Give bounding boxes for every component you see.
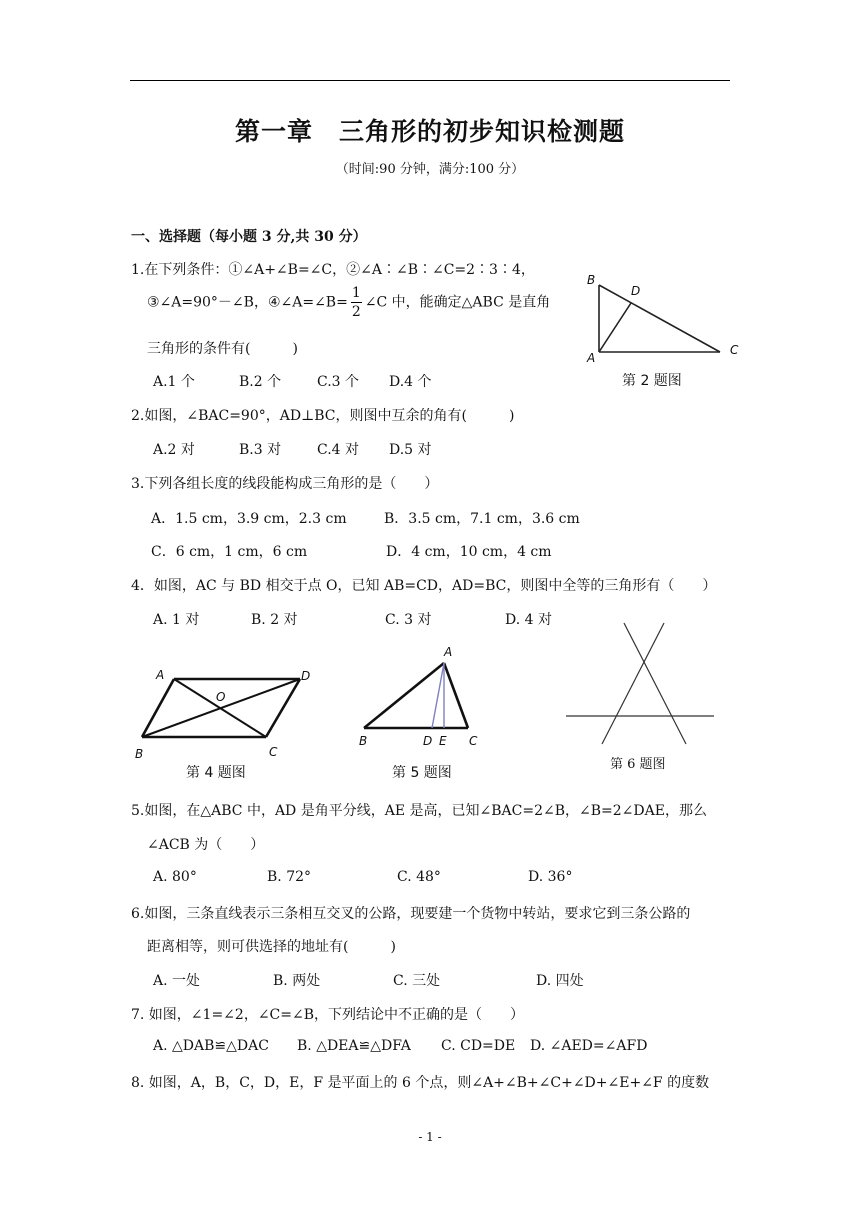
q5-option-a: A. 80° [153, 869, 197, 885]
q7-text: 7. 如图，∠1=∠2，∠C=∠B，下列结论中不正确的是（ ） [131, 1007, 525, 1023]
fig5-label-e: E [439, 734, 447, 748]
figure-5-caption: 第 5 题图 [392, 765, 452, 781]
q1-line2-post: ∠C 中，能确定△ABC 是直角 [364, 294, 551, 311]
q6-option-b: B. 两处 [273, 973, 321, 989]
figure-4-diagram [130, 660, 320, 765]
q1-option-a: A.1 个 [153, 374, 195, 390]
q5-option-d: D. 36° [528, 869, 573, 885]
figure-2-caption: 第 2 题图 [622, 373, 682, 389]
q1-line3: 三角形的条件有( ) [147, 341, 298, 357]
q1-option-c: C.3 个 [317, 374, 360, 390]
fig4-label-c: C [269, 745, 278, 759]
q2-option-b: B.3 对 [239, 442, 282, 458]
q3-option-d: D．4 cm，10 cm，4 cm [386, 544, 552, 560]
exam-info: （时间:90 分钟，满分:100 分） [335, 162, 525, 177]
figure-2-diagram [585, 272, 750, 367]
q1-option-b: B.2 个 [239, 374, 282, 390]
q6-line1: 6.如图，三条直线表示三条相互交叉的公路，现要建一个货物中转站，要求它到三条公路的 [131, 906, 691, 922]
q7-option-c: C. CD=DE [441, 1038, 516, 1054]
q2-option-a: A.2 对 [153, 442, 195, 458]
q2-text: 2.如图，∠BAC=90°，AD⊥BC，则图中互余的角有( ) [131, 408, 515, 424]
q3-text: 3.下列各组长度的线段能构成三角形的是（ ） [131, 476, 439, 492]
fraction-denominator: 2 [351, 304, 361, 320]
q5-line1: 5.如图，在△ABC 中，AD 是角平分线，AE 是高，已知∠BAC=2∠B，∠B=2∠DAE，那么 [131, 803, 707, 819]
q2-option-c: C.4 对 [317, 442, 360, 458]
q5-option-b: B. 72° [267, 869, 312, 885]
q7-option-a: A. △DAB≌△DAC [153, 1038, 269, 1054]
q6-option-c: C. 三处 [393, 973, 441, 989]
fig5-label-d: D [423, 734, 433, 748]
fraction-one-half [351, 286, 362, 319]
fig2-label-a: A [587, 351, 596, 365]
fig2-label-d: D [631, 284, 641, 298]
fig5-label-a: A [444, 645, 453, 659]
q6-line2: 距离相等，则可供选择的地址有( ) [147, 939, 396, 955]
q1-line2 [147, 286, 550, 319]
q3-option-a: A．1.5 cm，3.9 cm，2.3 cm [151, 511, 347, 527]
q7-option-b: B. △DEA≌△DFA [297, 1038, 411, 1054]
fig5-label-b: B [359, 734, 368, 748]
q3-option-b: B．3.5 cm，7.1 cm，3.6 cm [384, 511, 580, 527]
q6-option-a: A. 一处 [153, 973, 201, 989]
q3-option-c: C．6 cm，1 cm，6 cm [151, 544, 308, 560]
figure-6-diagram [560, 620, 720, 748]
q5-option-c: C. 48° [397, 869, 441, 885]
q6-option-d: D. 四处 [536, 973, 584, 989]
figure-6-caption: 第 6 题图 [610, 757, 666, 772]
q4-text: 4．如图，AC 与 BD 相交于点 O，已知 AB=CD，AD=BC，则图中全等的三角形有（ ） [131, 578, 717, 594]
q2-option-d: D.5 对 [389, 442, 432, 458]
fig4-label-d: D [301, 669, 311, 683]
q4-option-b: B. 2 对 [251, 612, 298, 628]
figure-4-caption: 第 4 题图 [186, 765, 246, 781]
fraction-numerator: 1 [351, 285, 361, 301]
q1-line1: 1.在下列条件：①∠A+∠B=∠C，②∠A∶∠B∶∠C=2∶3∶4， [131, 262, 535, 278]
fig5-label-c: C [469, 734, 478, 748]
q5-line2: ∠ACB 为（ ） [147, 837, 265, 853]
section-heading: 一、选择题（每小题 3 分,共 30 分） [131, 229, 367, 245]
page-number: - 1 - [418, 1130, 442, 1144]
q4-option-a: A. 1 对 [153, 612, 200, 628]
q1-option-d: D.4 个 [389, 374, 432, 390]
q8-text: 8. 如图，A，B，C，D，E，F 是平面上的 6 个点，则∠A+∠B+∠C+∠D+∠E+∠F 的度数 [131, 1075, 710, 1091]
figure-5-diagram [355, 642, 490, 754]
q4-option-d: D. 4 对 [505, 612, 552, 628]
q4-option-c: C. 3 对 [385, 612, 432, 628]
fig2-label-b: B [587, 273, 596, 287]
page-title: 第一章 三角形的初步知识检测题 [234, 117, 625, 146]
fig4-label-b: B [135, 747, 144, 761]
fig4-label-a: A [156, 668, 165, 682]
q7-option-d: D. ∠AED=∠AFD [530, 1038, 648, 1054]
fig2-label-c: C [730, 343, 739, 357]
header-rule [130, 80, 730, 81]
q1-line2-pre: ③∠A=90°－∠B，④∠A=∠B= [147, 294, 348, 311]
fig4-label-o: O [216, 690, 226, 704]
